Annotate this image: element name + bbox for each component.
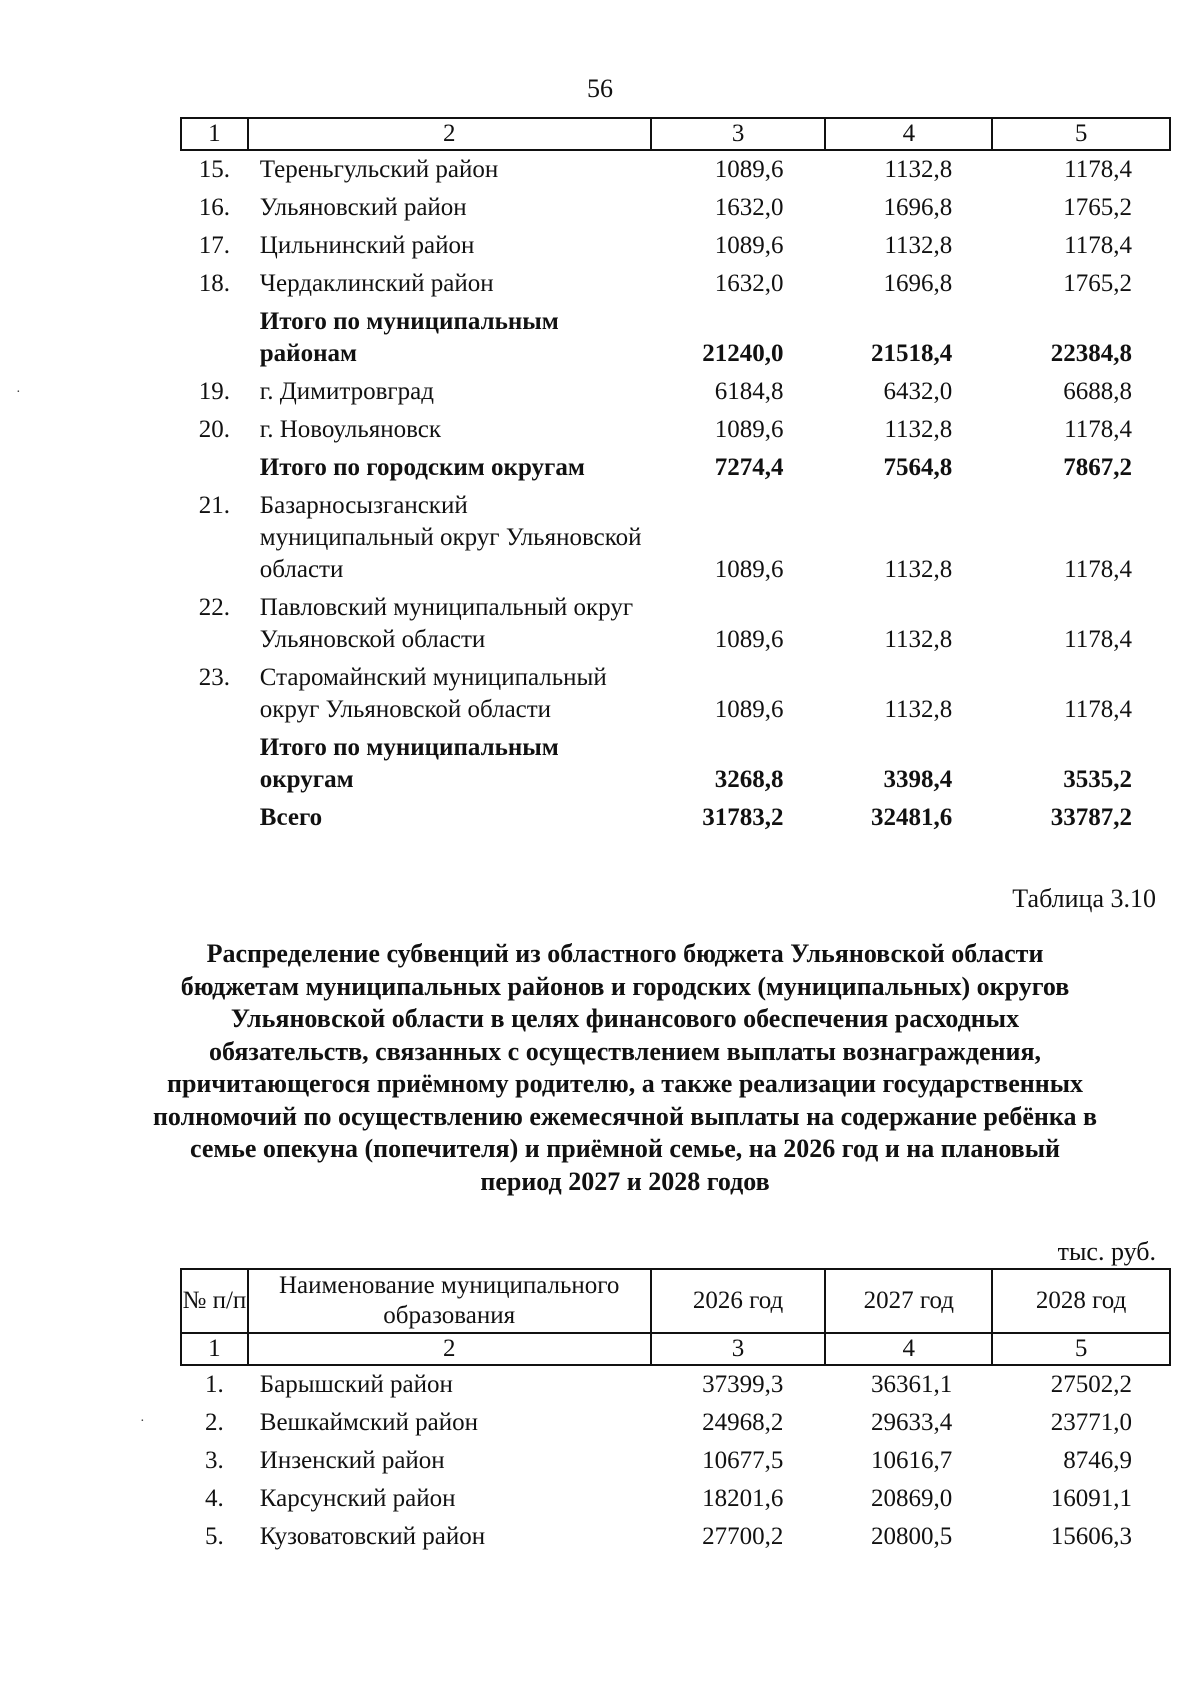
column-header-2026: 2026 год <box>651 1269 826 1333</box>
row-value-2028: 16091,1 <box>1050 1485 1132 1512</box>
row-value-2027: 1132,8 <box>884 232 953 259</box>
column-number-row <box>181 118 1170 150</box>
row-value-2027: 1132,8 <box>884 626 953 653</box>
row-name: Цильнинский район <box>259 232 475 259</box>
row-name: Тереньгульский район <box>259 156 499 183</box>
table-row <box>181 1365 1170 1404</box>
row-value-2027: 20869,0 <box>870 1485 953 1512</box>
row-number: 16. <box>198 194 231 221</box>
column-header-2028: 2028 год <box>992 1269 1170 1333</box>
column-number: 2 <box>248 118 651 150</box>
table-row <box>181 589 1170 659</box>
table-row <box>181 1442 1170 1480</box>
page-number: 56 <box>587 74 613 103</box>
row-number <box>181 729 248 799</box>
row-name: Барышский район <box>259 1371 453 1398</box>
row-value-2026: 7274,4 <box>714 454 784 481</box>
row-name: Итого по муниципальным округам <box>259 734 559 793</box>
row-value-2027: 1132,8 <box>884 416 953 443</box>
row-value-2028: 1178,4 <box>1064 626 1132 653</box>
row-value-2027: 1132,8 <box>884 156 953 183</box>
table-body <box>181 1365 1170 1556</box>
row-name: Вешкаймский район <box>259 1409 478 1436</box>
row-name: Кузоватовский район <box>259 1523 486 1550</box>
row-value-2028: 33787,2 <box>1050 804 1132 831</box>
table-row <box>181 373 1170 411</box>
row-value-2027: 7564,8 <box>883 454 953 481</box>
table-body <box>181 150 1170 837</box>
column-number: 4 <box>825 1333 992 1365</box>
column-number: 3 <box>651 118 826 150</box>
units-label: тыс. руб. <box>1057 1237 1156 1266</box>
row-value-2028: 22384,8 <box>1050 340 1132 367</box>
row-number: 19. <box>198 378 231 405</box>
row-value-2026: 3268,8 <box>714 766 784 793</box>
column-header-2027: 2027 год <box>825 1269 992 1333</box>
column-header-name: Наименование муниципального образования <box>248 1269 651 1333</box>
row-value-2027: 10616,7 <box>870 1447 953 1474</box>
row-number: 5. <box>205 1523 224 1550</box>
scan-speck: · <box>140 1414 145 1429</box>
row-value-2027: 1696,8 <box>883 270 953 297</box>
row-value-2026: 18201,6 <box>702 1485 784 1512</box>
column-number: 5 <box>992 1333 1170 1365</box>
row-value-2026: 1089,6 <box>714 556 784 583</box>
row-value-2026: 31783,2 <box>702 804 784 831</box>
row-value-2026: 10677,5 <box>702 1447 784 1474</box>
column-header-row <box>181 1269 1170 1333</box>
row-value-2028: 1178,4 <box>1064 232 1132 259</box>
table-row <box>181 1404 1170 1442</box>
row-value-2028: 1178,4 <box>1064 556 1132 583</box>
row-value-2028: 8746,9 <box>1063 1447 1132 1474</box>
row-value-2028: 7867,2 <box>1063 454 1132 481</box>
row-name: Карсунский район <box>259 1485 456 1512</box>
table-row <box>181 227 1170 265</box>
row-value-2026: 24968,2 <box>702 1409 784 1436</box>
row-value-2028: 1765,2 <box>1063 270 1132 297</box>
row-value-2026: 6184,8 <box>714 378 784 405</box>
row-number <box>181 303 248 373</box>
row-value-2026: 27700,2 <box>702 1523 784 1550</box>
row-value-2028: 1178,4 <box>1064 416 1132 443</box>
row-value-2028: 1765,2 <box>1063 194 1132 221</box>
row-value-2027: 29633,4 <box>870 1409 953 1436</box>
column-header-number: № п/п <box>181 1269 248 1333</box>
row-value-2027: 6432,0 <box>883 378 953 405</box>
table-row <box>181 1480 1170 1518</box>
row-number: 4. <box>205 1485 224 1512</box>
row-value-2028: 23771,0 <box>1050 1409 1132 1436</box>
column-number: 2 <box>248 1333 651 1365</box>
row-number: 1. <box>205 1371 224 1398</box>
row-value-2026: 1089,6 <box>714 416 784 443</box>
table-total-row <box>181 729 1170 799</box>
column-number: 3 <box>651 1333 826 1365</box>
row-name: Итого по муниципальным районам <box>259 308 559 367</box>
row-name: Павловский муниципальный округ Ульяновской области <box>259 594 634 653</box>
subventions-table <box>180 1268 1171 1556</box>
column-number: 1 <box>181 118 248 150</box>
row-number <box>181 449 248 487</box>
row-name: Чердаклинский район <box>259 270 494 297</box>
table-total-row <box>181 449 1170 487</box>
row-value-2027: 21518,4 <box>871 340 953 367</box>
table-row <box>181 659 1170 729</box>
table-label: Таблица 3.10 <box>1012 884 1156 913</box>
table-total-row <box>181 303 1170 373</box>
row-value-2028: 3535,2 <box>1063 766 1132 793</box>
row-name: Базарносызганский муниципальный округ Ульяновской области <box>259 492 642 583</box>
column-number: 5 <box>992 118 1170 150</box>
continued-data-table <box>180 117 1171 837</box>
row-value-2026: 1089,6 <box>714 696 784 723</box>
row-number: 17. <box>198 232 231 259</box>
row-value-2026: 1089,6 <box>714 232 784 259</box>
row-number: 15. <box>198 156 231 183</box>
row-value-2026: 21240,0 <box>702 340 784 367</box>
row-name: Ульяновский район <box>259 194 467 221</box>
table-row <box>181 150 1170 189</box>
scan-speck: · <box>16 385 21 400</box>
column-number-row <box>181 1333 1170 1365</box>
row-number: 21. <box>198 492 231 519</box>
row-name: г. Новоульяновск <box>259 416 442 443</box>
row-value-2027: 1132,8 <box>884 696 953 723</box>
row-value-2027: 3398,4 <box>883 766 953 793</box>
row-value-2028: 6688,8 <box>1063 378 1132 405</box>
row-value-2028: 15606,3 <box>1050 1523 1132 1550</box>
row-number: 20. <box>198 416 231 443</box>
row-value-2028: 1178,4 <box>1064 156 1132 183</box>
row-value-2026: 1632,0 <box>714 194 784 221</box>
table-row <box>181 1518 1170 1556</box>
row-value-2026: 1632,0 <box>714 270 784 297</box>
row-name: Всего <box>259 804 323 831</box>
table-row <box>181 265 1170 303</box>
row-name: Старомайнский муниципальный округ Ульяновской области <box>259 664 607 723</box>
row-value-2028: 27502,2 <box>1050 1371 1132 1398</box>
table-row <box>181 487 1170 589</box>
row-value-2026: 1089,6 <box>714 156 784 183</box>
row-number: 2. <box>205 1409 224 1436</box>
column-number: 4 <box>825 118 992 150</box>
table-row <box>181 411 1170 449</box>
column-number: 1 <box>181 1333 248 1365</box>
row-name: Итого по городским округам <box>259 454 585 481</box>
row-number: 3. <box>205 1447 224 1474</box>
row-value-2026: 1089,6 <box>714 626 784 653</box>
row-value-2028: 1178,4 <box>1064 696 1132 723</box>
row-value-2027: 36361,1 <box>870 1371 953 1398</box>
row-name: г. Димитровград <box>259 378 434 405</box>
row-number: 18. <box>198 270 231 297</box>
row-value-2027: 20800,5 <box>870 1523 953 1550</box>
table-total-row <box>181 799 1170 837</box>
table-row <box>181 189 1170 227</box>
row-value-2027: 1696,8 <box>883 194 953 221</box>
table-title: Распределение субвенций из областного бюджета Ульяновской области бюджетам муниципальных районов и городских (муниципальных) округов Ульяновской области в целях финансового обеспечения расходных обязательств, связанных с осуществлением выплаты вознаграждения, причитающегося приёмному родителю, а также реализации государственных полномочий по осуществлению ежемесячной выплаты на содержание ребёнка в семье опекуна (попечителя) и приёмной семье, на 2026 год и на плановый период 2027 и 2028 годов <box>152 939 1098 1196</box>
row-value-2027: 1132,8 <box>884 556 953 583</box>
row-name: Инзенский район <box>259 1447 445 1474</box>
row-value-2027: 32481,6 <box>871 804 953 831</box>
row-number <box>181 799 248 837</box>
row-number: 23. <box>198 664 231 691</box>
row-value-2026: 37399,3 <box>702 1371 784 1398</box>
row-number: 22. <box>198 594 231 621</box>
